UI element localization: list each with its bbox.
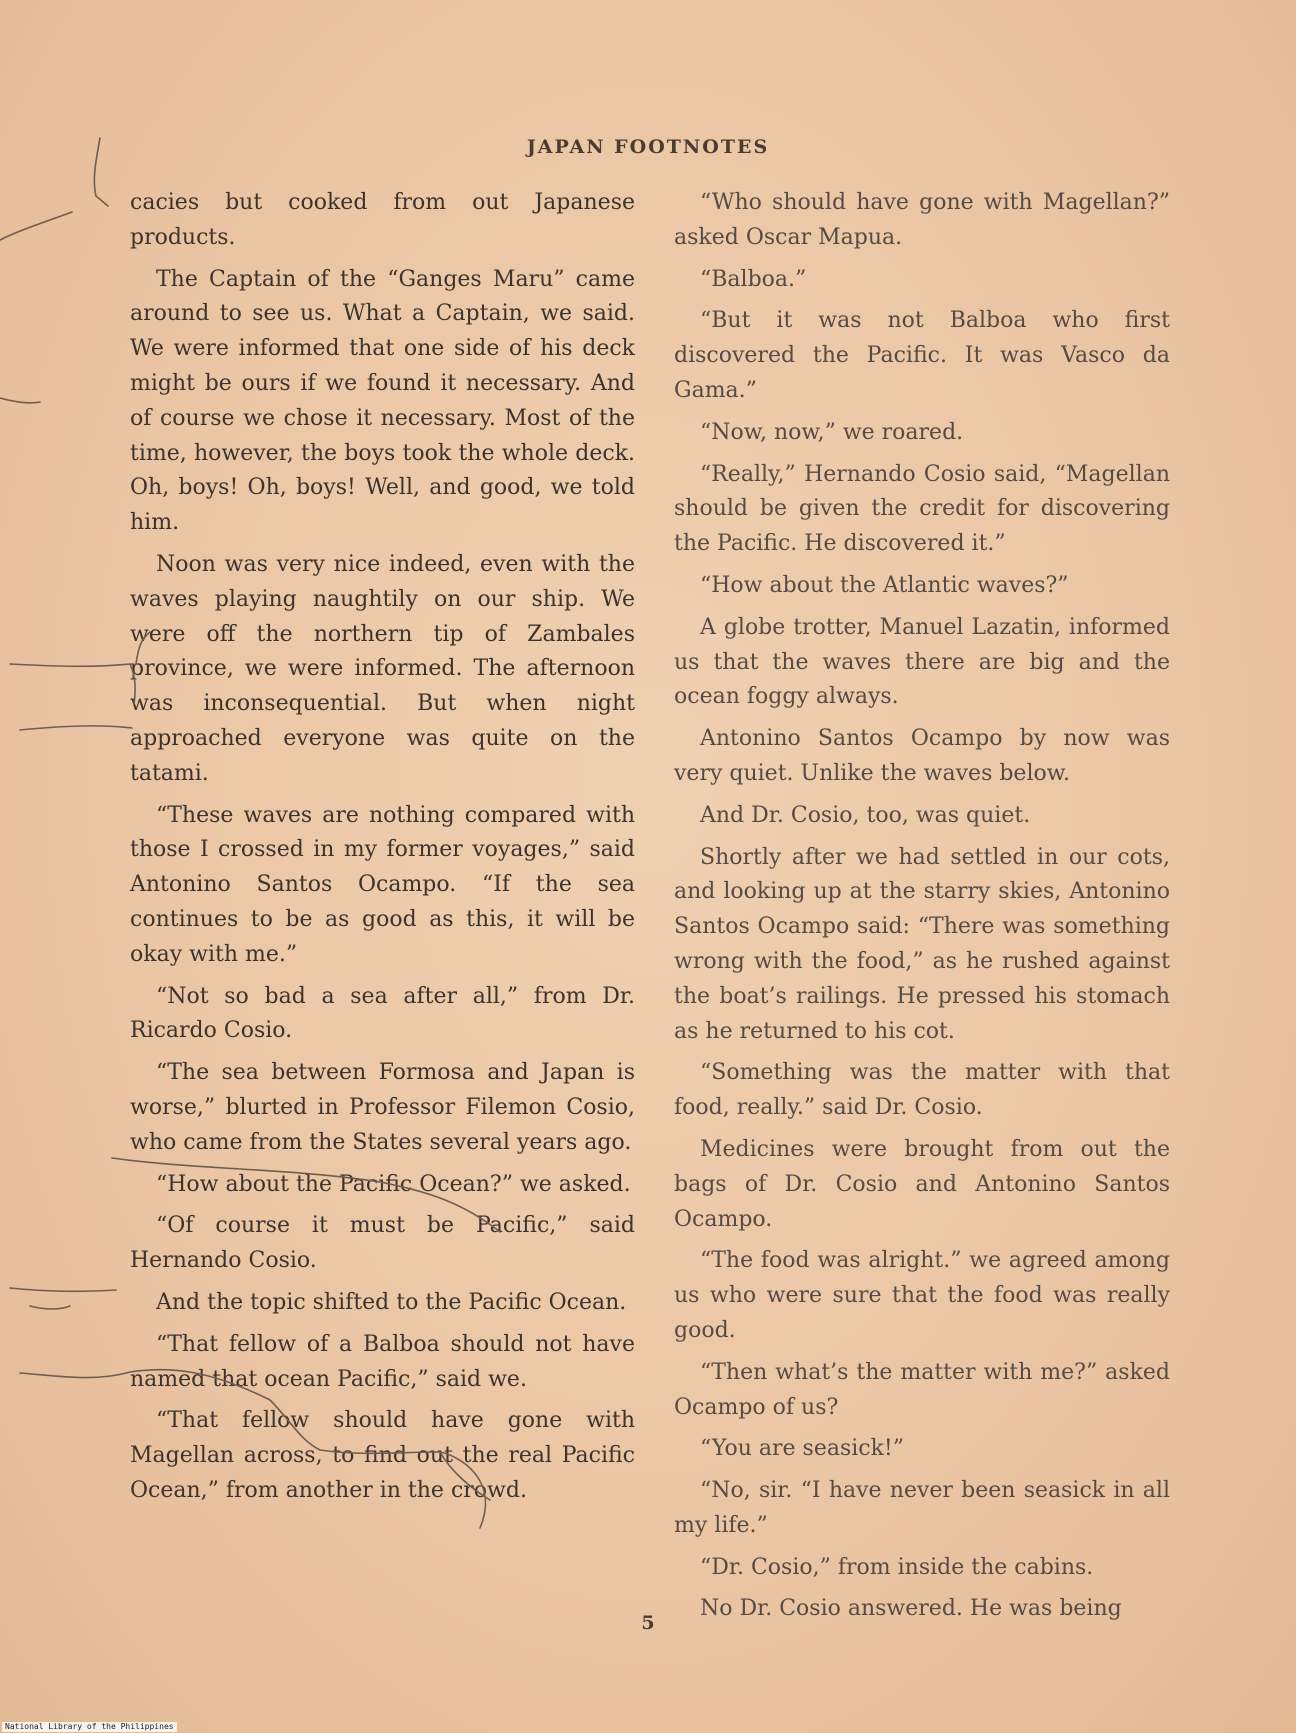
tear-mark [0,212,72,240]
paragraph: And Dr. Cosio, too, was quiet. [700,802,1031,828]
paragraph: “Not so bad a sea after all,” from Dr. Ricardo Cosio. [130,983,635,1044]
paragraph: “That fellow of a Balboa should not have named that ocean Pacific,” said we. [130,1331,635,1392]
left-column [130,186,635,1516]
paragraph: “No, sir. “I have never been seasick in all my life.” [674,1478,1170,1538]
paragraph: No Dr. Cosio answered. He was being [700,1596,1122,1622]
paragraph: cacies but cooked from out Japanese products. [130,190,635,250]
right-column [674,186,1170,1634]
running-head: JAPAN FOOTNOTES [526,136,770,158]
paragraph: The Captain of the “Ganges Maru” came around to see us. What a Captain, we said. We were informed that one side of his deck might be ours if we found it necessary. And of course we chose it necessary. Most of the time, however, the boys took the whole deck. Oh, boys! Oh, boys! Well, and good, we told him. [130,266,635,536]
paragraph: “How about the Pacific Ocean?” we asked. [156,1171,631,1197]
paragraph: Shortly after we had settled in our cots, and looking up at the starry skies, Antonino Santos Ocampo said: “There was something wrong with the food,” as he rushed against the boat’s railings. He pressed his stomach as he returned to his cot. [674,844,1170,1044]
paragraph: “Now, now,” we roared. [700,419,964,445]
paragraph: “Of course it must be Pacific,” said Hernando Cosio. [130,1213,635,1274]
paragraph: “Balboa.” [700,266,807,292]
paragraph: “Something was the matter with that food, really.” said Dr. Cosio. [674,1060,1170,1121]
page-number: 5 [641,1612,655,1634]
paragraph: And the topic shifted to the Pacific Ocean. [156,1289,627,1315]
paragraph: “That fellow should have gone with Magellan across, to find out the real Pacific Ocean,” from another in the crowd. [130,1408,635,1503]
paragraph: “How about the Atlantic waves?” [700,572,1069,598]
paragraph: “Dr. Cosio,” from inside the cabins. [700,1554,1094,1580]
paragraph: A globe trotter, Manuel Lazatin, informed us that the waves there are big and the ocean foggy always. [674,614,1170,710]
paragraph: Antonino Santos Ocampo by now was very quiet. Unlike the waves below. [674,726,1170,786]
paragraph: Noon was very nice indeed, even with the waves playing naughtily on our ship. We were off the northern tip of Zambales province, we were informed. The afternoon was inconsequential. But when night approached everyone was quite on the tatami. [130,551,635,786]
paragraph: “Who should have gone with Magellan?” asked Oscar Mapua. [674,190,1170,250]
paragraph: “But it was not Balboa who first discovered the Pacific. It was Vasco da Gama.” [674,308,1170,403]
paragraph: “The food was alright.” we agreed among us who were sure that the food was really good. [674,1248,1170,1343]
paragraph: “These waves are nothing compared with those I crossed in my former voyages,” said Antonino Santos Ocampo. “If the sea continues to be as good as this, it will be okay with me.” [130,802,635,967]
paragraph: “You are seasick!” [700,1436,905,1462]
tear-mark [30,1306,70,1309]
paragraph: “Really,” Hernando Cosio said, “Magellan should be given the credit for discovering the Pacific. He discovered it.” [674,461,1170,557]
tear-mark [20,726,132,730]
tear-mark [10,632,150,704]
library-credit: National Library of the Philippines [2,1722,177,1732]
paragraph: Medicines were brought from out the bags of Dr. Cosio and Antonino Santos Ocampo. [674,1136,1170,1232]
paragraph: “Then what’s the matter with me?” asked Ocampo of us? [674,1359,1170,1420]
tear-mark [10,1288,116,1291]
tear-mark [0,398,40,403]
paragraph: “The sea between Formosa and Japan is worse,” blurted in Professor Filemon Cosio, who came from the States several years ago. [130,1060,635,1155]
